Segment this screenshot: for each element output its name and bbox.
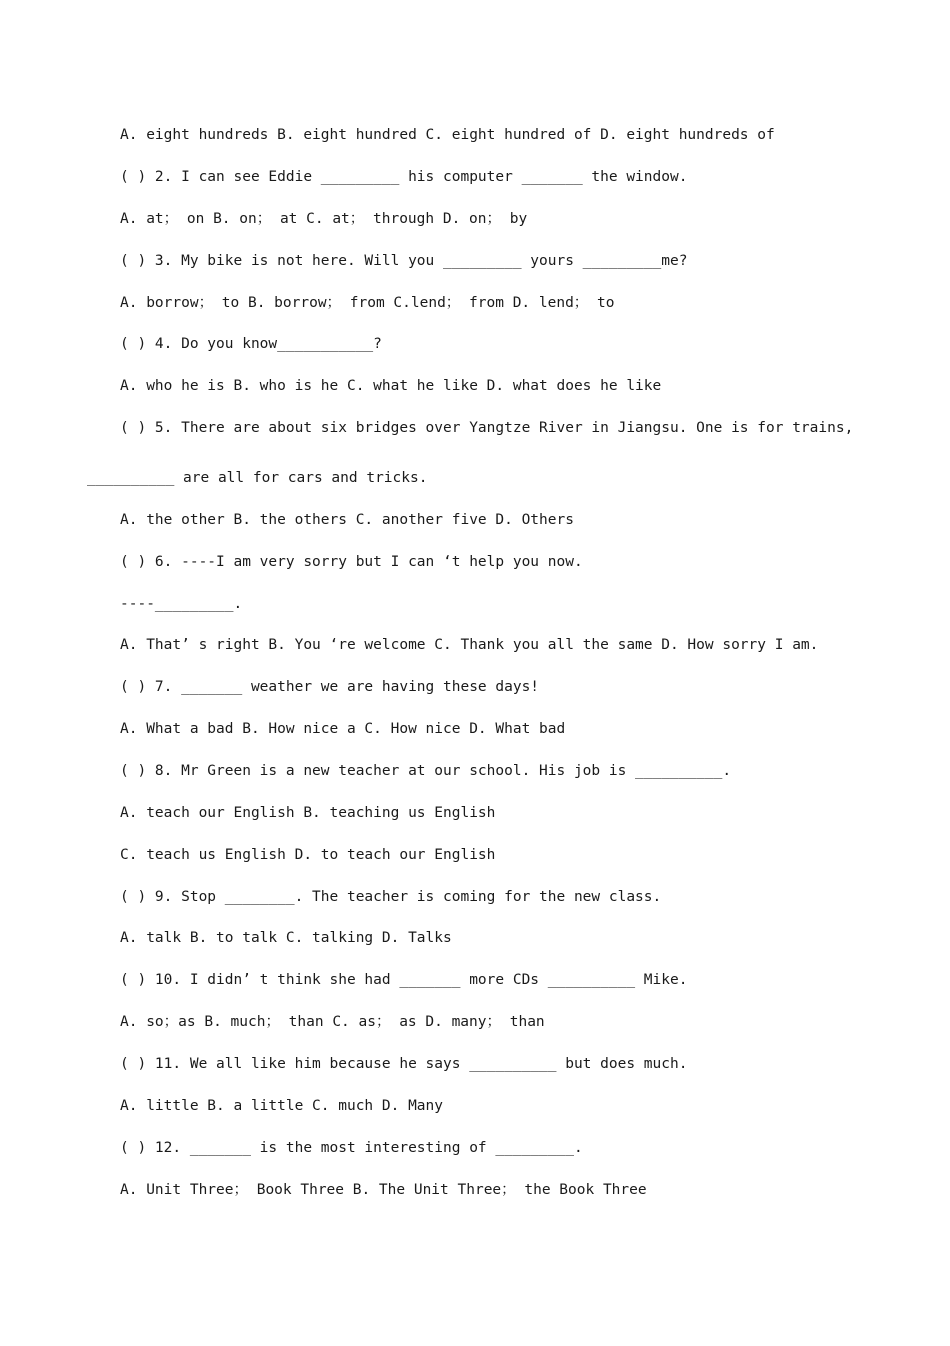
option-line-q4: A. who he is B. who is he C. what he like D. what does he like bbox=[120, 378, 662, 394]
question-3: ( ) 3. My bike is not here. Will you _________ yours _________me? bbox=[120, 253, 688, 269]
option-line-q1: A. eight hundreds B. eight hundred C. eight hundred of D. eight hundreds of bbox=[120, 127, 775, 143]
option-line-q7: A. What a bad B. How nice a C. How nice D. What bad bbox=[120, 721, 566, 737]
question-11: ( ) 11. We all like him because he says __________ but does much. bbox=[120, 1056, 688, 1072]
option-line-q8-a: A. teach our English B. teaching us English bbox=[120, 805, 496, 821]
option-line-q8-b: C. teach us English D. to teach our English bbox=[120, 847, 496, 863]
option-line-q10: A. so；as B. much； than C. as； as D. many； than bbox=[120, 1014, 545, 1030]
question-5-continuation: __________ are all for cars and tricks. bbox=[87, 470, 428, 486]
question-5: ( ) 5. There are about six bridges over Yangtze River in Jiangsu. One is for trains, bbox=[120, 420, 854, 436]
question-6: ( ) 6. ----I am very sorry but I can ‘t help you now. bbox=[120, 554, 583, 570]
question-2: ( ) 2. I can see Eddie _________ his computer _______ the window. bbox=[120, 169, 688, 185]
option-line-q11: A. little B. a little C. much D. Many bbox=[120, 1098, 444, 1114]
option-line-q3: A. borrow； to B. borrow； from C.lend； from D. lend； to bbox=[120, 295, 615, 311]
question-10: ( ) 10. I didn’ t think she had _______ more CDs __________ Mike. bbox=[120, 972, 688, 988]
option-line-q9: A. talk B. to talk C. talking D. Talks bbox=[120, 930, 452, 946]
option-line-q5: A. the other B. the others C. another five D. Others bbox=[120, 512, 574, 528]
question-7: ( ) 7. _______ weather we are having these days! bbox=[120, 679, 540, 695]
option-line-q6: A. That’ s right B. You ‘re welcome C. Thank you all the same D. How sorry I am. bbox=[120, 637, 819, 653]
question-6-response: ----_________. bbox=[120, 596, 243, 612]
question-12: ( ) 12. _______ is the most interesting of _________. bbox=[120, 1140, 583, 1156]
option-line-q12: A. Unit Three； Book Three B. The Unit Three； the Book Three bbox=[120, 1182, 647, 1198]
option-line-q2: A. at； on B. on； at C. at； through D. on； by bbox=[120, 211, 528, 227]
question-4: ( ) 4. Do you know___________? bbox=[120, 336, 382, 352]
question-9: ( ) 9. Stop ________. The teacher is coming for the new class. bbox=[120, 889, 662, 905]
question-8: ( ) 8. Mr Green is a new teacher at our school. His job is __________. bbox=[120, 763, 732, 779]
